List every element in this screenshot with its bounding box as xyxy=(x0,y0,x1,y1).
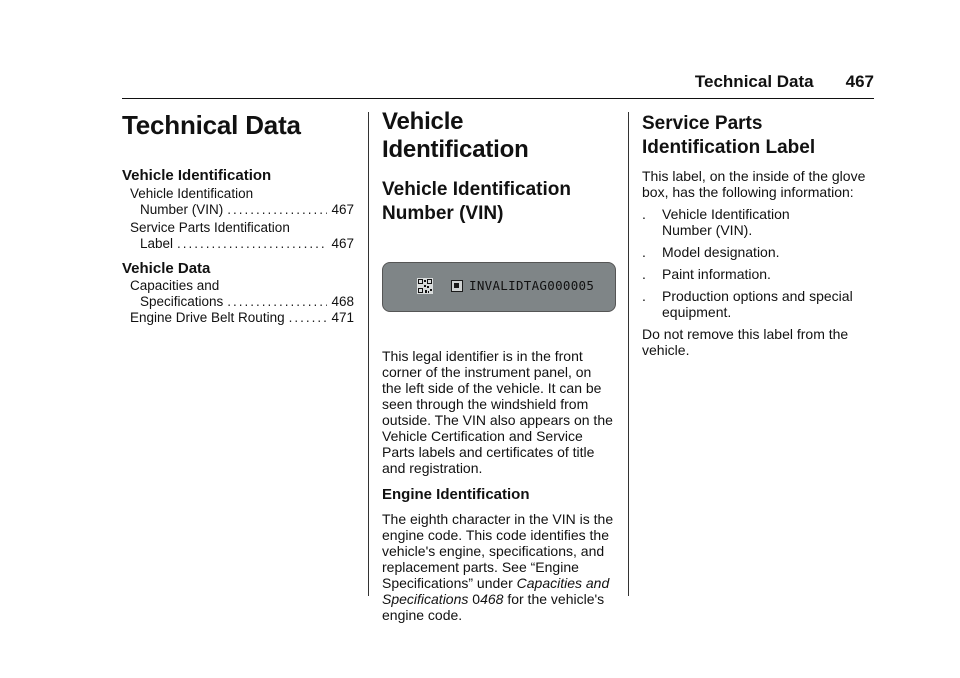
bullet-icon: . xyxy=(642,244,646,260)
engine-identification-body xyxy=(382,511,614,623)
toc-page-ref: 467 xyxy=(331,236,354,251)
vin-plate-illustration xyxy=(382,262,616,312)
list-item-text: Vehicle Identification xyxy=(662,206,790,222)
service-parts-closing: Do not remove this label from the vehicle. xyxy=(642,326,849,358)
toc-entry-text: Label xyxy=(140,236,174,251)
list-item-text: Production options and special xyxy=(662,288,853,304)
toc-entry-line xyxy=(122,202,354,218)
page-reference-icon: 0 xyxy=(472,591,481,607)
engine-identification-heading: Engine Identification xyxy=(382,486,530,503)
section-toc xyxy=(122,108,354,326)
toc-page-ref: 471 xyxy=(331,310,354,325)
bullet-icon: . xyxy=(642,266,646,282)
toc-entry-text: Engine Drive Belt Routing xyxy=(130,310,285,325)
leader-dots xyxy=(289,310,328,326)
vin-heading-line: Vehicle Identification xyxy=(382,179,571,200)
list-item xyxy=(642,266,874,282)
toc-entry-service-parts-label[interactable] xyxy=(122,220,354,252)
column-divider xyxy=(628,112,629,596)
toc-group xyxy=(122,260,354,326)
toc-entry-line: Capacities and xyxy=(130,278,220,293)
toc-entry-text: Number (VIN) xyxy=(140,202,224,217)
list-item xyxy=(642,288,874,320)
list-item-text: Number (VIN). xyxy=(662,222,753,238)
service-parts-heading xyxy=(642,112,874,160)
toc-entry-text: Specifications xyxy=(140,294,224,309)
list-item xyxy=(642,244,874,260)
toc-entry-belt-routing[interactable] xyxy=(122,310,354,326)
header-page-number: 467 xyxy=(845,72,874,91)
leader-dots xyxy=(227,294,327,310)
barcode-icon xyxy=(417,278,433,294)
service-parts-column xyxy=(642,108,874,358)
service-parts-heading-line: Identification Label xyxy=(642,137,816,158)
list-item-text: Paint information. xyxy=(662,266,771,282)
label-contents-list xyxy=(642,206,874,320)
vin-heading xyxy=(382,178,614,226)
header-rule xyxy=(122,98,874,99)
section-title: Vehicle Identification xyxy=(382,108,529,163)
list-item-text: Model designation. xyxy=(662,244,780,260)
list-item xyxy=(642,206,874,238)
bullet-icon: . xyxy=(642,288,646,304)
toc-entry-vin[interactable] xyxy=(122,186,354,218)
service-parts-heading-line: Service Parts xyxy=(642,113,763,134)
header-section-title: Technical Data xyxy=(694,72,814,91)
toc-entry-line xyxy=(122,310,354,326)
toc-heading: Vehicle Identification xyxy=(122,167,272,184)
toc-page-ref: 467 xyxy=(331,202,354,217)
vin-description: This legal identifier is in the front corner of the instrument panel, on the left side of the vehicle. It can be seen through the windshield from outside. The VIN also appears on the Vehicle Certification and Service Parts labels and certificates of title and registration. xyxy=(382,348,613,476)
chapter-title: Technical Data xyxy=(122,110,301,140)
list-item-text: equipment. xyxy=(662,304,732,320)
toc-entry-capacities[interactable] xyxy=(122,278,354,310)
cross-reference-page[interactable]: 468 xyxy=(480,591,504,607)
toc-entry-line xyxy=(122,236,354,252)
toc-entry-line: Service Parts Identification xyxy=(130,220,290,235)
bullet-icon: . xyxy=(642,206,646,222)
vehicle-identification-column xyxy=(382,108,614,623)
column-divider xyxy=(368,112,369,596)
leader-dots xyxy=(177,236,327,252)
leader-dots xyxy=(227,202,327,218)
running-header xyxy=(695,72,874,92)
vin-heading-line: Number (VIN) xyxy=(382,203,504,224)
toc-heading: Vehicle Data xyxy=(122,260,211,277)
toc-entry-line xyxy=(122,294,354,310)
toc-entry-line: Vehicle Identification xyxy=(130,186,254,201)
manufacturer-mark-icon xyxy=(451,280,463,292)
engine-body-end: for the vehicle's engine code. xyxy=(382,591,605,623)
vin-plate-text: INVALIDTAG000005 xyxy=(469,278,595,293)
service-parts-intro: This label, on the inside of the glove box, has the following information: xyxy=(642,168,866,200)
toc-page-ref: 468 xyxy=(331,294,354,309)
cross-reference-title[interactable]: Capacities and Specifications xyxy=(382,575,610,607)
engine-body-text: The eighth character in the VIN is the engine code. This code identifies the vehicle's engine, specifications, and replacement parts. See “Engine Specifications” under xyxy=(382,511,614,591)
toc-group xyxy=(122,167,354,252)
